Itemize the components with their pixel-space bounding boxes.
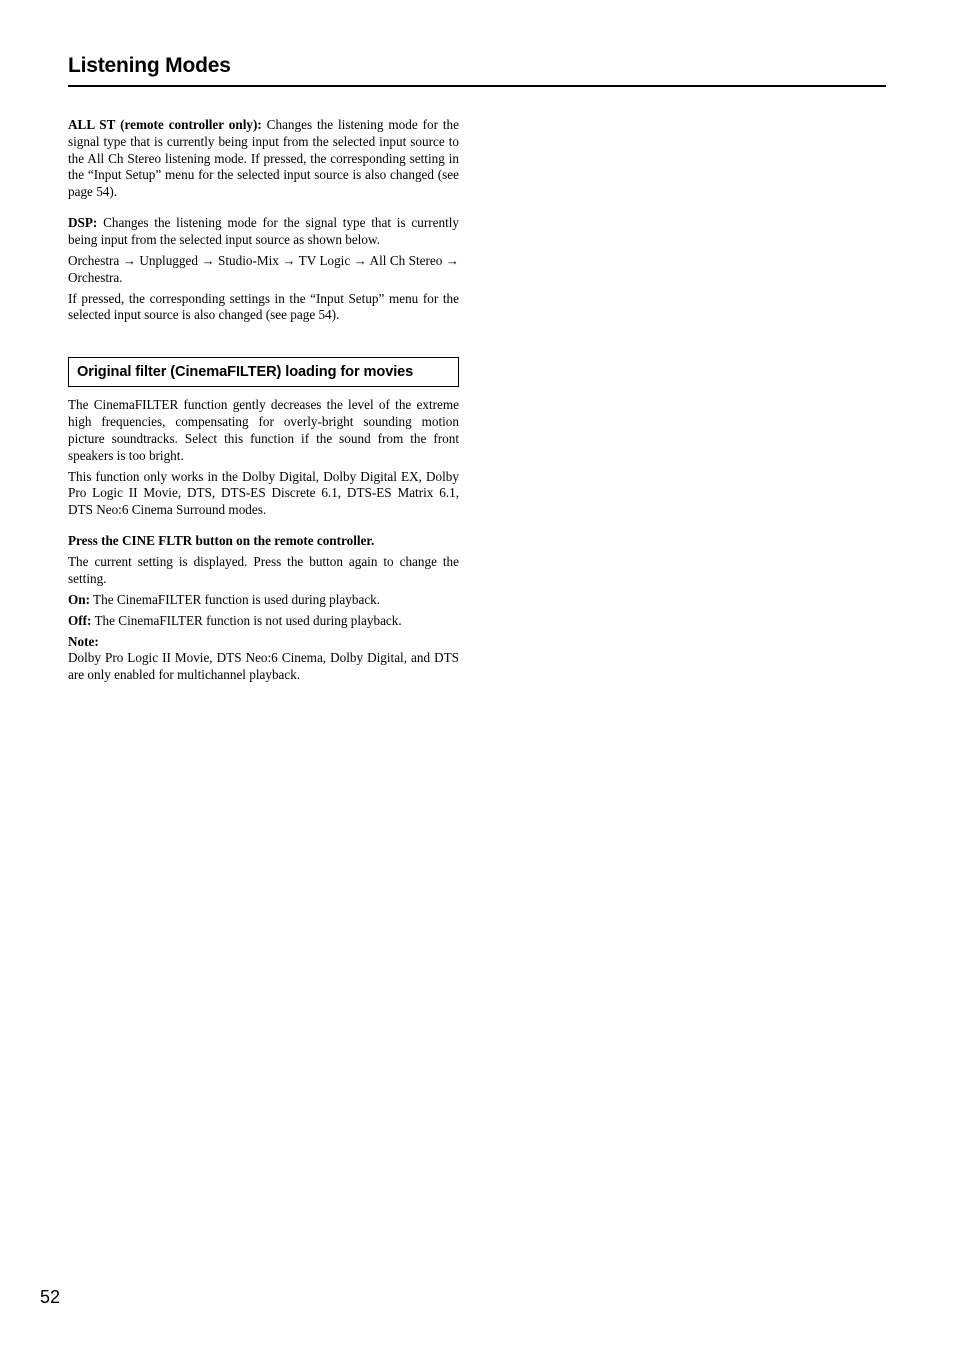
all-st-text: Changes the listening mode for the signal type that is currently being input from the selected input source to the All Ch Stereo listening mode. If pressed, the corresponding setting in the “Input Setup” menu for the selected input source is also changed (see page 54). xyxy=(68,117,459,200)
off-term: Off: xyxy=(68,612,92,628)
section-heading: Original filter (CinemaFILTER) loading for movies xyxy=(77,364,414,381)
dsp-term: DSP: xyxy=(68,214,98,230)
page-header xyxy=(68,52,886,87)
on-text: The CinemaFILTER function is used during playback. xyxy=(89,591,381,607)
off-paragraph xyxy=(68,613,459,630)
all-st-term: ALL ST (remote controller only): xyxy=(68,117,262,132)
on-term: On: xyxy=(68,591,90,607)
cinema-modes: This function only works in the Dolby Digital, Dolby Digital EX, Dolby Pro Logic II Movie, DTS, DTS-ES Discrete 6.1, DTS-ES Matrix 6.1, DTS Neo:6 Cinema Surround modes. xyxy=(68,468,459,518)
dsp-paragraph xyxy=(68,215,459,249)
page-title: Listening Modes xyxy=(68,54,231,77)
page-number: 52 xyxy=(40,1287,61,1307)
note-text: Dolby Pro Logic II Movie, DTS Neo:6 Cinema, Dolby Digital, and DTS are only enabled for multichannel playback. xyxy=(68,650,459,683)
off-text: The CinemaFILTER function is not used during playback. xyxy=(91,612,402,628)
section-heading-box xyxy=(68,357,459,387)
dsp-note: If pressed, the corresponding settings in the “Input Setup” menu for the selected input source is also changed (see page 54). xyxy=(68,290,459,323)
instruction-detail: The current setting is displayed. Press the button again to change the setting. xyxy=(68,553,459,586)
on-paragraph xyxy=(68,592,459,609)
cinema-intro: The CinemaFILTER function gently decreases the level of the extreme high frequencies, compensating for overly-bright sounding motion picture soundtracks. Select this function if the sound from the front speakers is too bright. xyxy=(68,397,459,463)
main-column xyxy=(68,117,459,684)
instruction: Press the CINE FLTR button on the remote controller. xyxy=(68,532,375,548)
dsp-sequence: Orchestra → Unplugged → Studio-Mix → TV Logic → All Ch Stereo → Orchestra. xyxy=(68,252,459,285)
all-st-paragraph xyxy=(68,117,459,201)
note-label: Note: xyxy=(68,633,99,649)
spacer xyxy=(68,324,459,357)
dsp-text: Changes the listening mode for the signal type that is currently being input from the selected input source as shown below. xyxy=(68,214,459,247)
